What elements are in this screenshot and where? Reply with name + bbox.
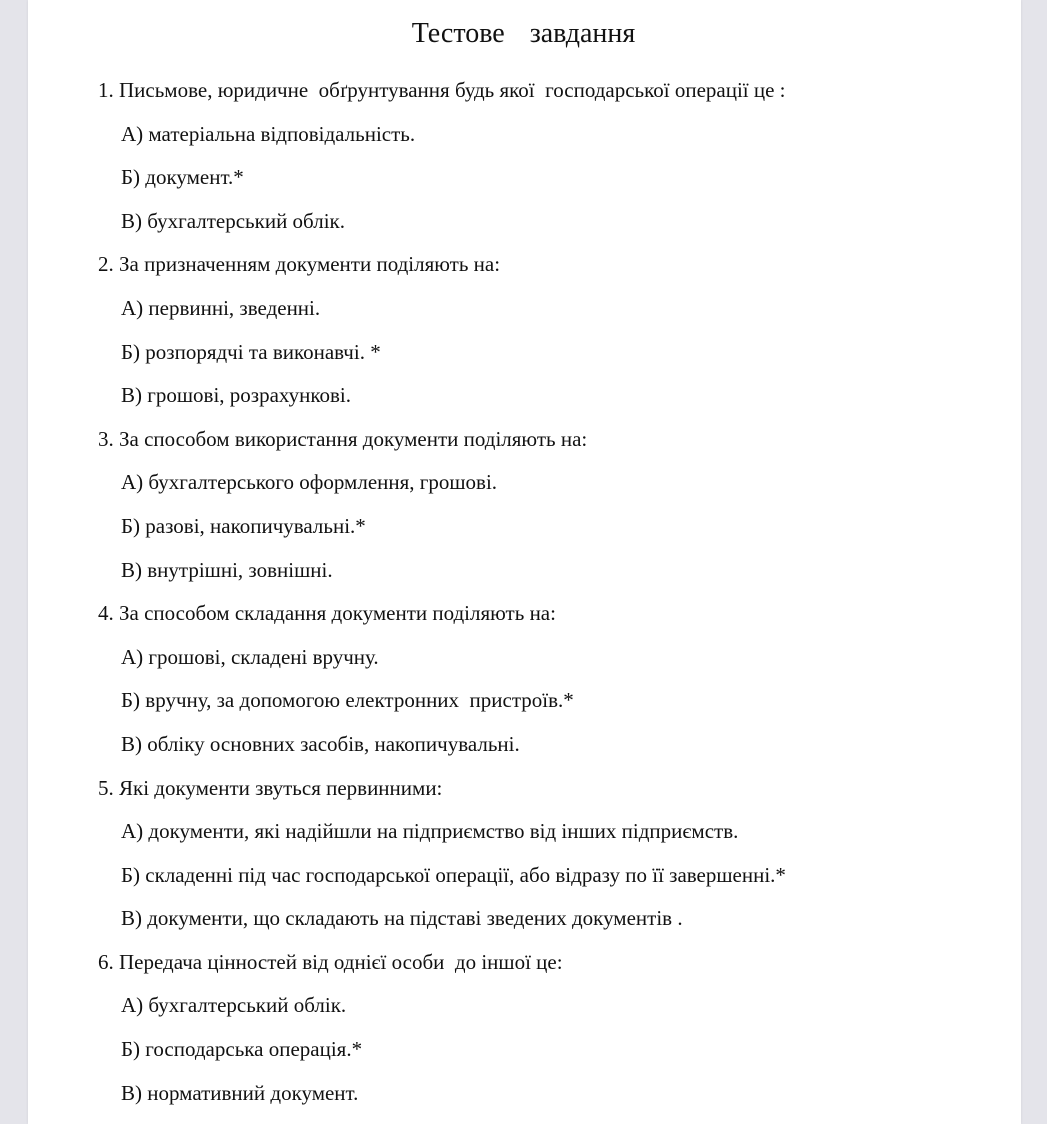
- answer-option: Б) складенні під час господарської операції, або відразу по її завершенні.*: [121, 862, 786, 887]
- question-block: [0, 592, 1047, 766]
- answer-option: А) бухгалтерський облік.: [121, 993, 347, 1018]
- answer-option: А) документи, які надійшли на підприємство від інших підприємств.: [121, 819, 739, 844]
- answer-option: Б) вручну, за допомогою електронних пристроїв.*: [121, 688, 574, 713]
- answer-option: А) первинні, зведенні.: [121, 295, 321, 320]
- answer-option: А) матеріальна відповідальність.: [121, 121, 416, 146]
- question-block: [0, 941, 1047, 1115]
- question-text: 6. Передача цінностей від однієї особи до іншої це:: [98, 949, 563, 974]
- question-text: 1. Письмове, юридичне обґрунтування будь якої господарської операції це :: [98, 78, 786, 102]
- answer-option: Б) розпорядчі та виконавчі. *: [121, 339, 381, 364]
- answer-option: В) грошові, розрахункові.: [121, 383, 351, 408]
- document-title: Тестове завдання: [411, 18, 636, 49]
- answer-option: В) бухгалтерський облік.: [121, 208, 345, 233]
- question-text: 3. За способом використання документи поділяють на:: [98, 426, 588, 451]
- answer-option: В) внутрішні, зовнішні.: [121, 557, 333, 582]
- question-block: [0, 418, 1047, 592]
- answer-option: В) нормативний документ.: [121, 1080, 359, 1105]
- answer-option: В) обліку основних засобів, накопичувальні.: [121, 731, 520, 756]
- answer-option: Б) документ.*: [121, 165, 244, 190]
- questions-list: [0, 69, 1047, 1115]
- answer-option: А) грошові, складені вручну.: [121, 644, 379, 669]
- question-block: [0, 243, 1047, 417]
- answer-option: В) документи, що складають на підставі зведених документів .: [121, 906, 683, 931]
- question-block: [0, 69, 1047, 243]
- question-text: 5. Які документи звуться первинними:: [98, 775, 443, 800]
- question-text: 2. За призначенням документи поділяють на:: [98, 252, 501, 277]
- question-text: 4. За способом складання документи поділяють на:: [98, 601, 556, 626]
- answer-option: Б) разові, накопичувальні.*: [121, 513, 366, 538]
- question-block: [0, 767, 1047, 941]
- answer-option: Б) господарська операція.*: [121, 1037, 363, 1062]
- answer-option: А) бухгалтерського оформлення, грошові.: [121, 470, 498, 495]
